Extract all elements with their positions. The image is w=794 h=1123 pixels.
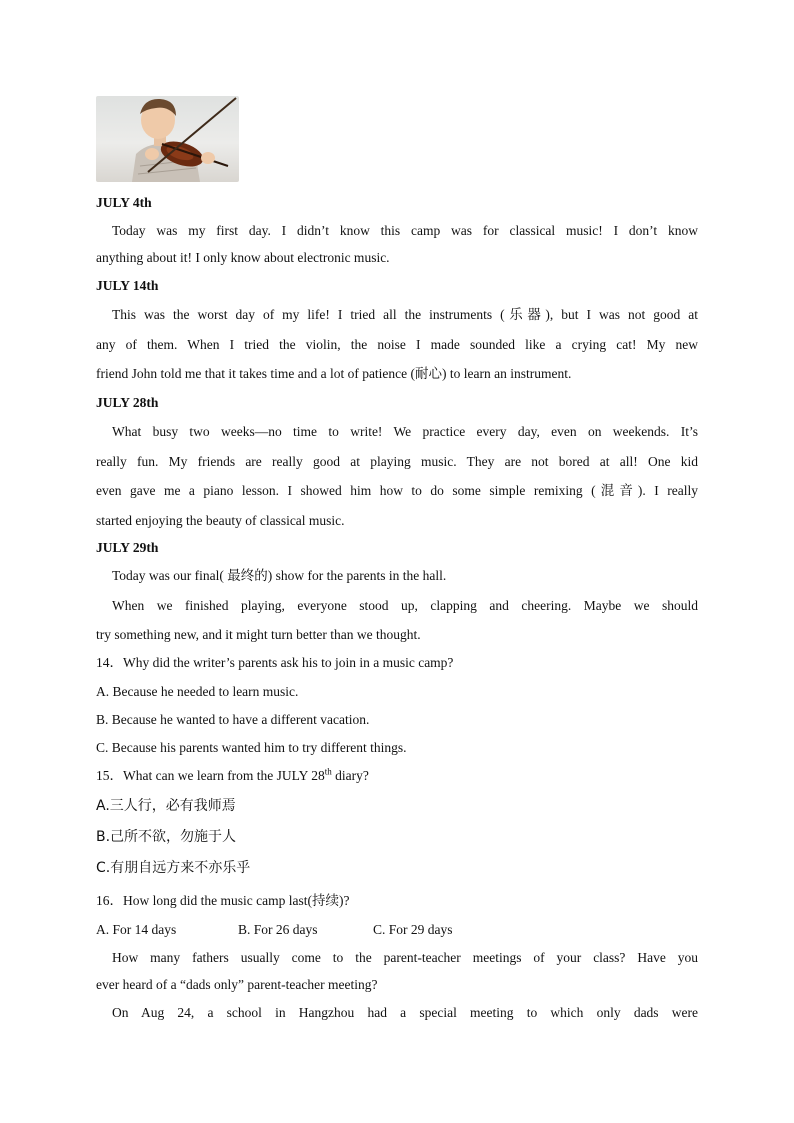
option-14c: C. Because his parents wanted him to try different things.	[96, 740, 407, 755]
entry-line: This was the worst day of my life! I tried all the instruments (乐器), but I was not good at	[112, 307, 698, 322]
entry-heading: JULY 4th	[96, 195, 152, 210]
option-16a: A. For 14 days	[96, 922, 177, 937]
boy-violin-photo	[96, 96, 239, 182]
option-14a: A. Because he needed to learn music.	[96, 684, 299, 699]
passage-line: ever heard of a “dads only” parent-teacher meeting?	[96, 977, 378, 992]
option-16b: B. For 26 days	[238, 922, 318, 937]
entry-line: friend John told me that it takes time and a lot of patience (耐心) to learn an instrument.	[96, 366, 572, 381]
entry-line: anything about it! I only know about electronic music.	[96, 250, 390, 265]
passage-line: How many fathers usually come to the parent-teacher meetings of your class? Have you	[112, 950, 698, 965]
option-15b: B.己所不欲，勿施于人	[96, 829, 237, 845]
document-page	[96, 96, 698, 1020]
option-15a: A.三人行，必有我师焉	[96, 798, 236, 814]
options-16	[96, 921, 698, 939]
entry-line: try something new, and it might turn better than we thought.	[96, 627, 421, 642]
option-14b: B. Because he wanted to have a different vacation.	[96, 712, 370, 727]
entry-heading: JULY 29th	[96, 540, 159, 555]
entry-line: even gave me a piano lesson. I showed him how to do some simple remixing (混音). I really	[96, 483, 698, 498]
entry-line: Today was our final( 最终的) show for the parents in the hall.	[112, 568, 447, 583]
entry-line: started enjoying the beauty of classical music.	[96, 513, 345, 528]
question-16: 16．How long did the music camp last(持续)?	[96, 893, 350, 908]
question-14: 14．Why did the writer’s parents ask his to join in a music camp?	[96, 655, 454, 670]
entry-line: Today was my first day. I didn’t know this camp was for classical music! I don’t know	[112, 223, 698, 238]
option-16c: C. For 29 days	[373, 922, 453, 937]
entry-line: What busy two weeks—no time to write! We practice every day, even on weekends. It’s	[112, 424, 698, 439]
violin-icon	[96, 96, 239, 182]
question-15-sup: th	[324, 766, 332, 777]
question-15-tail: diary?	[331, 768, 369, 783]
entry-line: When we finished playing, everyone stood up, clapping and cheering. Maybe we should	[112, 598, 698, 613]
entry-heading: JULY 14th	[96, 278, 159, 293]
question-15-text: 15．What can we learn from the JULY 28	[96, 768, 325, 783]
passage-line: On Aug 24, a school in Hangzhou had a special meeting to which only dads were	[112, 1005, 698, 1020]
entry-line: really fun. My friends are really good at playing music. They are not bored at all! One kid	[96, 454, 698, 469]
entry-heading: JULY 28th	[96, 395, 159, 410]
option-15c: C.有朋自远方来不亦乐乎	[96, 860, 251, 876]
question-15	[96, 767, 698, 785]
entry-line: any of them. When I tried the violin, the noise I made sounded like a crying cat! My new	[96, 337, 698, 352]
